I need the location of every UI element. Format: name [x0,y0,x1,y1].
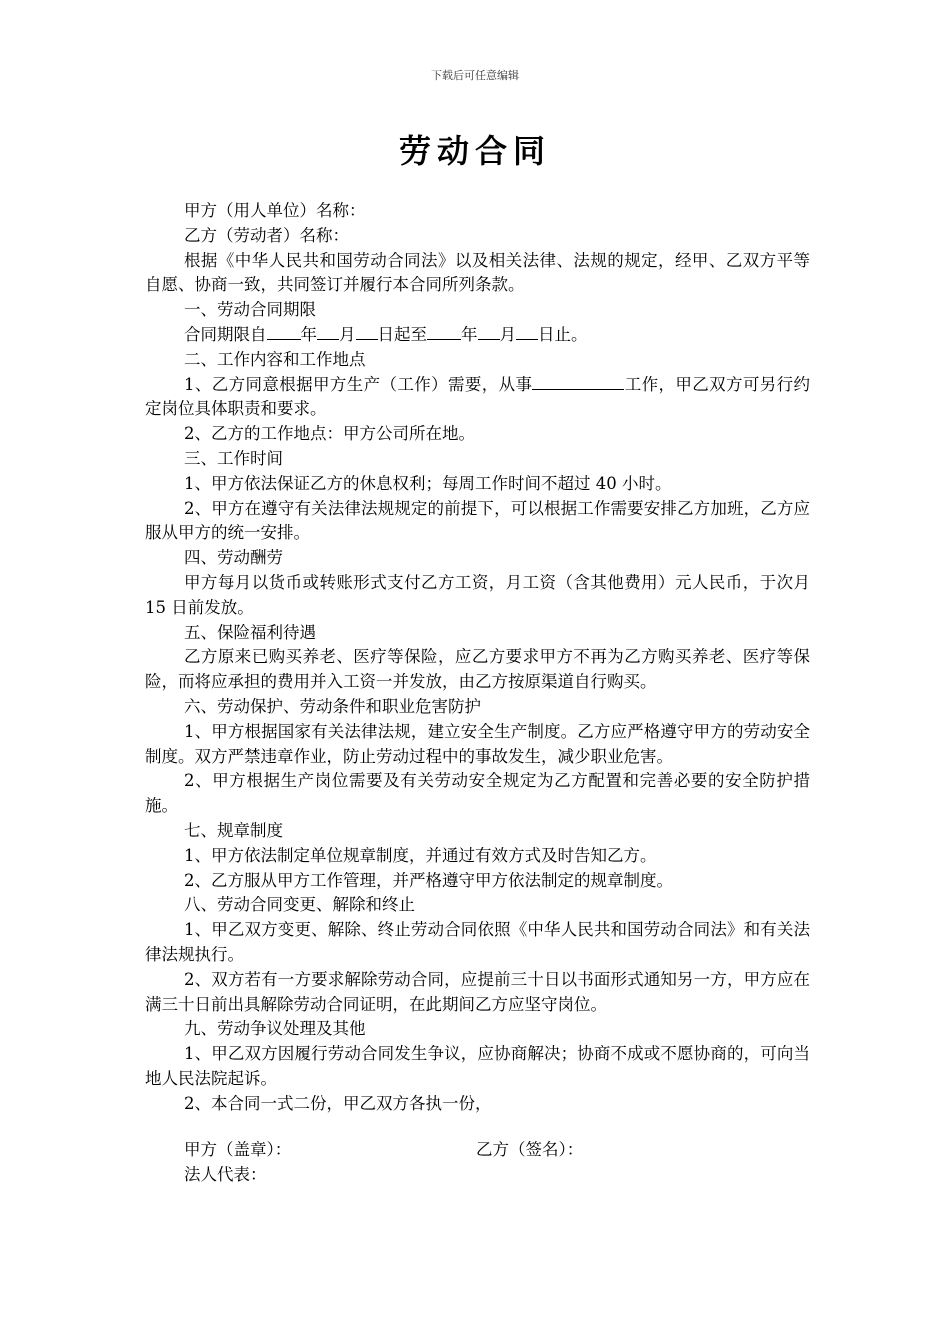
safety-paragraph-1: 1、甲方根据国家有关法律法规，建立安全生产制度。乙方应严格遵守甲方的劳动安全制度。双方严禁违章作业，防止劳动过程中的事故发生，减少职业危害。 [145,721,810,766]
section-9-heading: 九、劳动争议处理及其他 [184,1019,366,1039]
contract-term-line [145,323,810,348]
start-day-blank [356,323,378,340]
legal-representative-label: 法人代表： [184,1165,267,1185]
end-year-blank [427,323,461,340]
end-month-blank [478,323,500,340]
section-8-heading: 八、劳动合同变更、解除和终止 [184,895,415,915]
work-hours-paragraph: 1、甲方依法保证乙方的休息权利；每周工作时间不超过 40 小时。 [184,473,672,493]
start-month-blank [317,323,339,340]
section-4-heading: 四、劳动酬劳 [184,548,283,568]
section-2-heading: 二、工作内容和工作地点 [184,349,366,369]
term-text: 合同期限自 [184,324,267,344]
section-1-heading: 一、劳动合同期限 [184,300,316,320]
job-text-b: 工作，甲乙双方可另行约定岗位具体职责和要求。 [145,374,810,419]
section-6-heading: 六、劳动保护、劳动条件和职业危害防护 [184,696,481,716]
copies-paragraph: 2、本合同一式二份，甲乙双方各执一份， [184,1093,492,1113]
section-5-heading: 五、保险福利待遇 [184,622,316,642]
section-3-heading: 三、工作时间 [184,448,283,468]
intro-paragraph: 根据《中华人民共和国劳动合同法》以及相关法律、法规的规定，经甲、乙双方平等自愿、协商一致，共同签订并履行本合同所列条款。 [145,250,810,295]
contract-body [145,199,810,1188]
safety-paragraph-2: 2、甲方根据生产岗位需要及有关劳动安全规定为乙方配置和完善必要的安全防护措施。 [145,771,810,816]
term-text: 年 [300,324,317,344]
work-location-paragraph: 2、乙方的工作地点：甲方公司所在地。 [184,424,475,444]
section-7-heading: 七、规章制度 [184,820,283,840]
job-content-paragraph [145,373,810,423]
signature-row [145,1138,810,1163]
job-position-blank [532,373,624,390]
start-year-blank [267,323,301,340]
term-text: 年 [461,324,478,344]
term-text: 日止。 [538,324,588,344]
dispute-paragraph: 1、甲乙双方因履行劳动合同发生争议，应协商解决；协商不成或不愿协商的，可向当地人民法院起诉。 [145,1044,810,1088]
end-day-blank [516,323,538,340]
rules-paragraph-2: 2、乙方服从甲方工作管理，并严格遵守甲方依法制定的规章制度。 [184,870,673,890]
spacer [145,1116,810,1138]
insurance-paragraph: 乙方原来已购买养老、医疗等保险，应乙方要求甲方不再为乙方购买养老、医疗等保险，而将应承担的费用并入工资一并发放，由乙方按原渠道自行购买。 [145,647,810,692]
salary-paragraph: 甲方每月以货币或转账形式支付乙方工资，月工资（含其他费用）元人民币，于次月 15 日前发放。 [145,572,810,617]
rules-paragraph-1: 1、甲方依法制定单位规章制度，并通过有效方式及时告知乙方。 [184,845,657,865]
party-a-name-line: 甲方（用人单位）名称： [184,201,366,220]
party-a-seal-label: 甲方（盖章）： [184,1140,292,1160]
term-text: 日起至 [377,324,427,344]
termination-paragraph-2: 2、双方若有一方要求解除劳动合同，应提前三十日以书面形式通知另一方，甲方应在满三十日前出具解除劳动合同证明，在此期间乙方应坚守岗位。 [145,969,810,1014]
job-text-a: 1、乙方同意根据甲方生产（工作）需要，从事 [184,374,533,394]
overtime-paragraph: 2、甲方在遵守有关法律法规规定的前提下，可以根据工作需要安排乙方加班，乙方应服从甲方的统一安排。 [145,498,810,543]
document-title: 劳动合同 [398,132,551,170]
party-b-signature-label: 乙方（签名）： [476,1140,584,1160]
term-text: 月 [499,324,516,344]
term-text: 月 [339,324,356,344]
termination-paragraph-1: 1、甲乙双方变更、解除、终止劳动合同依照《中华人民共和国劳动合同法》和有关法律法规执行。 [145,920,810,964]
header-note: 下载后可任意编辑 [431,69,519,82]
party-b-name-line: 乙方（劳动者）名称： [184,225,349,245]
